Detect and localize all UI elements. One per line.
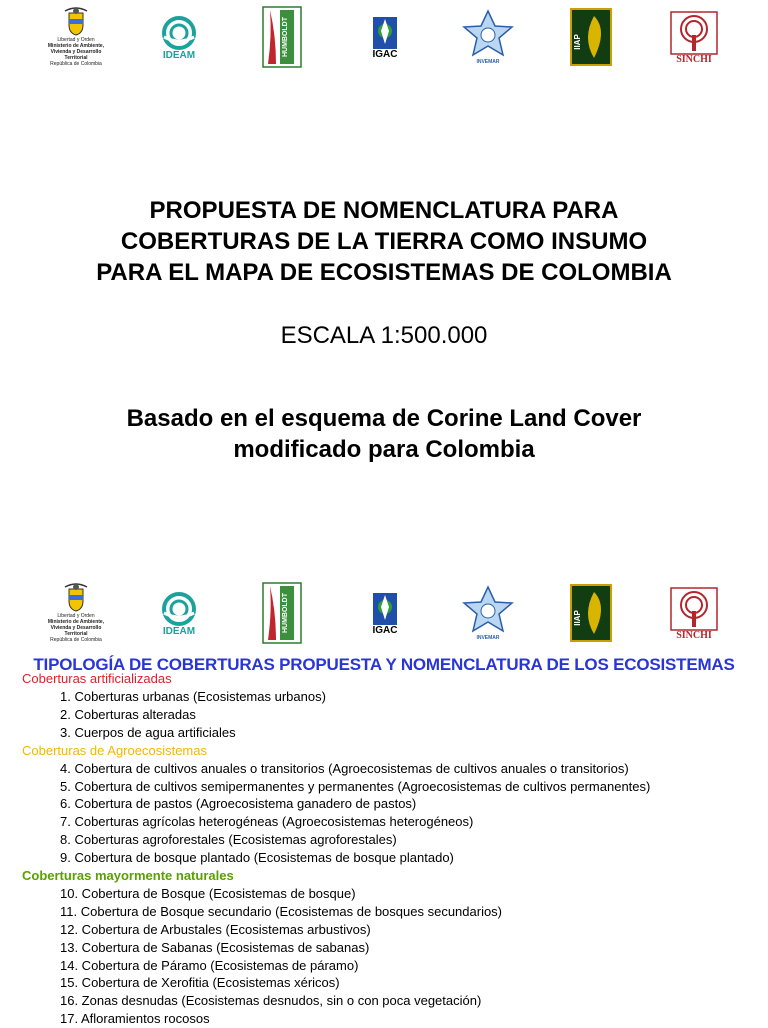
list-item: 6. Cobertura de pastos (Agroecosistema ganadero de pastos) — [60, 796, 417, 812]
ideam-logo: IDEAM — [143, 580, 215, 646]
list-item: 2. Coberturas alteradas — [60, 706, 196, 722]
iiap-leaf-icon — [570, 584, 612, 642]
list-item: 1. Coberturas urbanas (Ecosistemas urbanos) — [60, 689, 326, 704]
iiap-logo — [555, 580, 627, 646]
list-item: 3. Cuerpos de agua artificiales — [60, 724, 236, 740]
iiap-logo — [555, 4, 627, 70]
category-artificial: Coberturas artificializadas — [22, 671, 172, 686]
list-item: 9. Cobertura de bosque plantado (Ecosistemas de bosque plantado) — [60, 850, 454, 866]
invemar-logo: INVEMAR — [452, 4, 524, 70]
list-item: 8. Coberturas agroforestales (Ecosistemas agroforestales) — [60, 832, 397, 848]
basis-line-1: Basado en el esquema de Corine Land Cover — [126, 405, 642, 432]
humboldt-leaf-icon — [262, 582, 302, 644]
igac-map-icon — [372, 592, 398, 626]
category-natural: Coberturas mayormente naturales — [22, 868, 234, 884]
list-item: 10. Cobertura de Bosque (Ecosistemas de bosque) — [60, 886, 356, 902]
minambiente-logo: Libertad y Orden Ministerio de Ambiente, Vivienda y Desarrollo Territorial República de Colombia — [40, 4, 112, 70]
humboldt-logo — [246, 580, 318, 646]
minambiente-logo: Libertad y Orden Ministerio de Ambiente, Vivienda y Desarrollo Territorial República de Colombia — [40, 580, 112, 646]
scale-text: ESCALA 1:500.000 — [280, 322, 488, 349]
humboldt-wordmark: HUMBOLDT — [282, 592, 289, 634]
logo-row-middle — [40, 578, 730, 648]
ideam-logo: IDEAM — [143, 4, 215, 70]
logo-row-top — [40, 2, 730, 72]
iiap-wordmark: IIAP — [573, 34, 582, 50]
title-line-1: PROPUESTA DE NOMENCLATURA PARA — [149, 197, 619, 224]
humboldt-logo — [246, 4, 318, 70]
invemar-star-icon — [461, 585, 515, 635]
category-agroecosystems: Coberturas de Agroecosistemas — [22, 742, 207, 758]
sinchi-tree-icon — [670, 11, 718, 55]
title-line-2: COBERTURAS DE LA TIERRA COMO INSUMO — [120, 228, 648, 255]
iiap-leaf-icon — [570, 8, 612, 66]
list-item: 16. Zonas desnudas (Ecosistemas desnudos, sin o con poca vegetación) — [60, 993, 482, 1009]
ideam-swirl-icon — [159, 15, 199, 51]
page-title — [0, 195, 768, 288]
coverage-list — [22, 670, 762, 1028]
typology-heading: TIPOLOGÍA DE COBERTURAS PROPUESTA Y NOMENCLATURA DE LOS ECOSISTEMAS — [33, 655, 735, 674]
basis-text — [0, 403, 768, 465]
list-item: 4. Cobertura de cultivos anuales o transitorios (Agroecosistemas de cultivos anuales o transitorios) — [60, 760, 629, 776]
sinchi-logo: SINCHI — [658, 4, 730, 70]
sinchi-tree-icon — [670, 587, 718, 631]
list-item: 5. Cobertura de cultivos semipermanentes y permanentes (Agroecosistemas de cultivos permanentes) — [60, 778, 651, 794]
title-line-3: PARA EL MAPA DE ECOSISTEMAS DE COLOMBIA — [96, 259, 672, 286]
igac-map-icon — [372, 16, 398, 50]
ideam-swirl-icon — [159, 591, 199, 627]
colombia-coat-of-arms-icon — [61, 7, 91, 37]
colombia-coat-of-arms-icon — [61, 583, 91, 613]
humboldt-leaf-icon — [262, 6, 302, 68]
invemar-logo: INVEMAR — [452, 580, 524, 646]
invemar-star-icon — [461, 9, 515, 59]
igac-logo: IGAC — [349, 4, 421, 70]
sinchi-logo: SINCHI — [658, 580, 730, 646]
list-item: 15. Cobertura de Xerofitia (Ecosistemas xéricos) — [60, 975, 340, 991]
list-item: 12. Cobertura de Arbustales (Ecosistemas arbustivos) — [60, 921, 371, 937]
list-item: 7. Coberturas agrícolas heterogéneas (Agroecosistemas heterogéneos) — [60, 814, 474, 830]
humboldt-wordmark: HUMBOLDT — [282, 16, 289, 58]
list-item: 13. Cobertura de Sabanas (Ecosistemas de sabanas) — [60, 939, 370, 955]
list-item: 17. Afloramientos rocosos — [60, 1011, 210, 1027]
igac-logo: IGAC — [349, 580, 421, 646]
list-item: 14. Cobertura de Páramo (Ecosistemas de páramo) — [60, 957, 359, 973]
basis-line-2: modificado para Colombia — [233, 436, 535, 463]
iiap-wordmark: IIAP — [573, 610, 582, 626]
list-item: 11. Cobertura de Bosque secundario (Ecosistemas de bosques secundarios) — [60, 903, 503, 919]
